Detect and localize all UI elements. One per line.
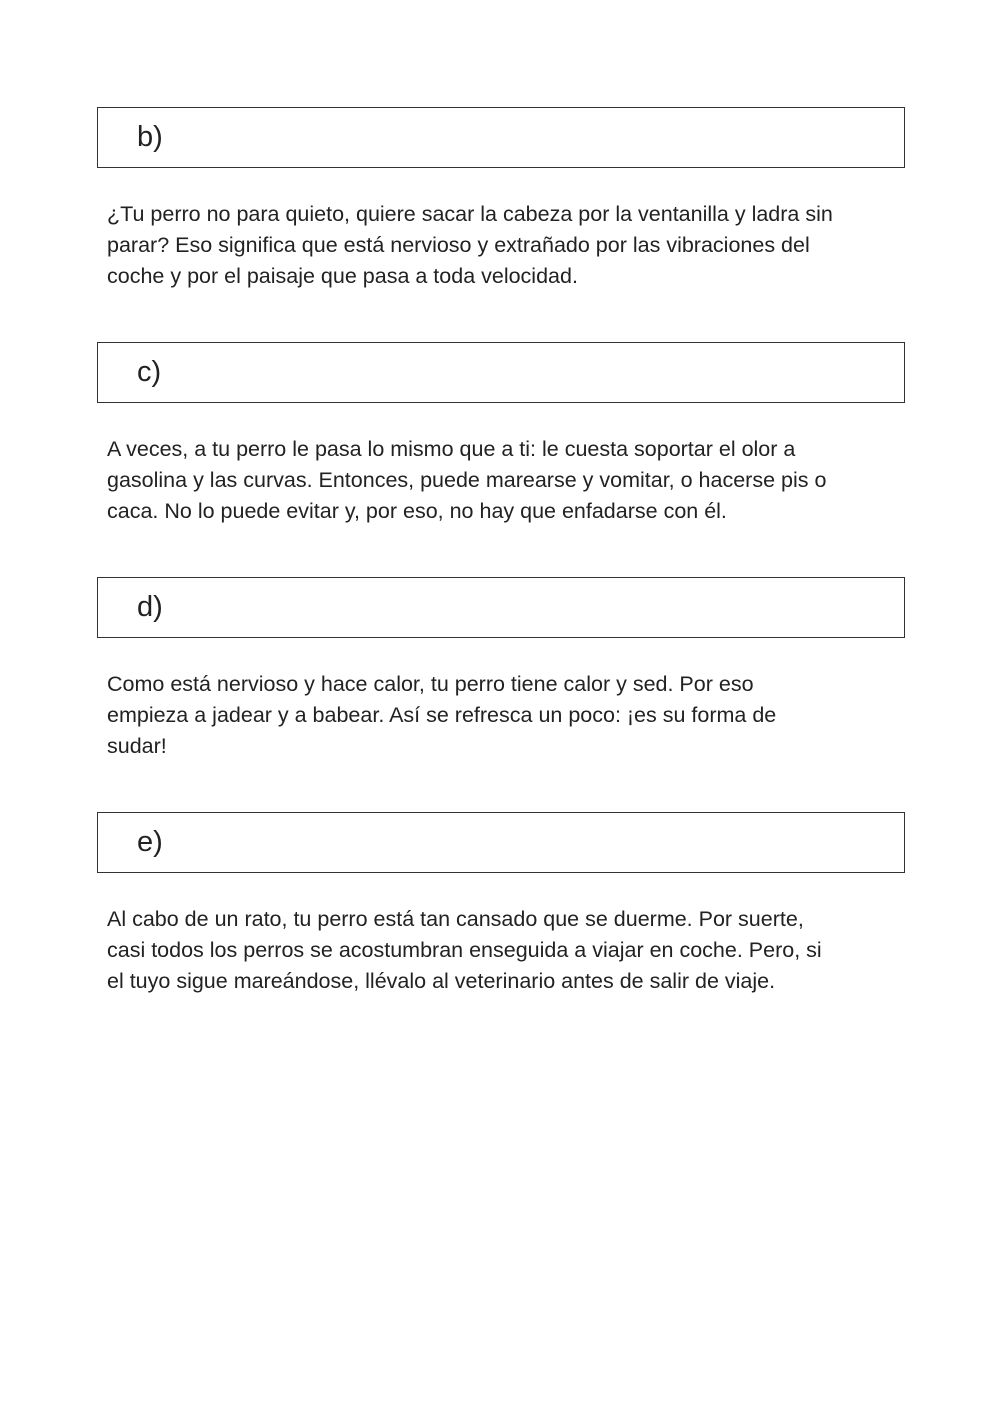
paragraph-b (107, 199, 907, 292)
answer-label-e: e) (137, 826, 163, 858)
answer-box-d[interactable] (97, 577, 905, 638)
paragraph-line: casi todos los perros se acostumbran enseguida a viajar en coche. Pero, si (107, 938, 822, 962)
answer-box-e[interactable] (97, 812, 905, 873)
paragraph-e (107, 904, 907, 997)
paragraph-line: sudar! (107, 734, 167, 758)
paragraph-line: Como está nervioso y hace calor, tu perro tiene calor y sed. Por eso (107, 672, 754, 696)
paragraph-line: caca. No lo puede evitar y, por eso, no hay que enfadarse con él. (107, 499, 727, 523)
paragraph-line: A veces, a tu perro le pasa lo mismo que a ti: le cuesta soportar el olor a (107, 437, 796, 461)
answer-label-d: d) (137, 591, 163, 623)
paragraph-line: Al cabo de un rato, tu perro está tan cansado que se duerme. Por suerte, (107, 907, 804, 931)
paragraph-line: gasolina y las curvas. Entonces, puede marearse y vomitar, o hacerse pis o (107, 468, 827, 492)
answer-label-c: c) (137, 356, 162, 388)
paragraph-c (107, 434, 907, 527)
paragraph-d (107, 669, 907, 762)
paragraph-line: el tuyo sigue mareándose, llévalo al veterinario antes de salir de viaje. (107, 969, 776, 993)
paragraph-line: parar? Eso significa que está nervioso y extrañado por las vibraciones del (107, 233, 810, 257)
paragraph-line: ¿Tu perro no para quieto, quiere sacar la cabeza por la ventanilla y ladra sin (107, 202, 833, 226)
answer-box-b[interactable] (97, 107, 905, 168)
paragraph-line: coche y por el paisaje que pasa a toda velocidad. (107, 264, 578, 288)
paragraph-line: empieza a jadear y a babear. Así se refresca un poco: ¡es su forma de (107, 703, 777, 727)
answer-box-c[interactable] (97, 342, 905, 403)
answer-label-b: b) (137, 121, 163, 153)
